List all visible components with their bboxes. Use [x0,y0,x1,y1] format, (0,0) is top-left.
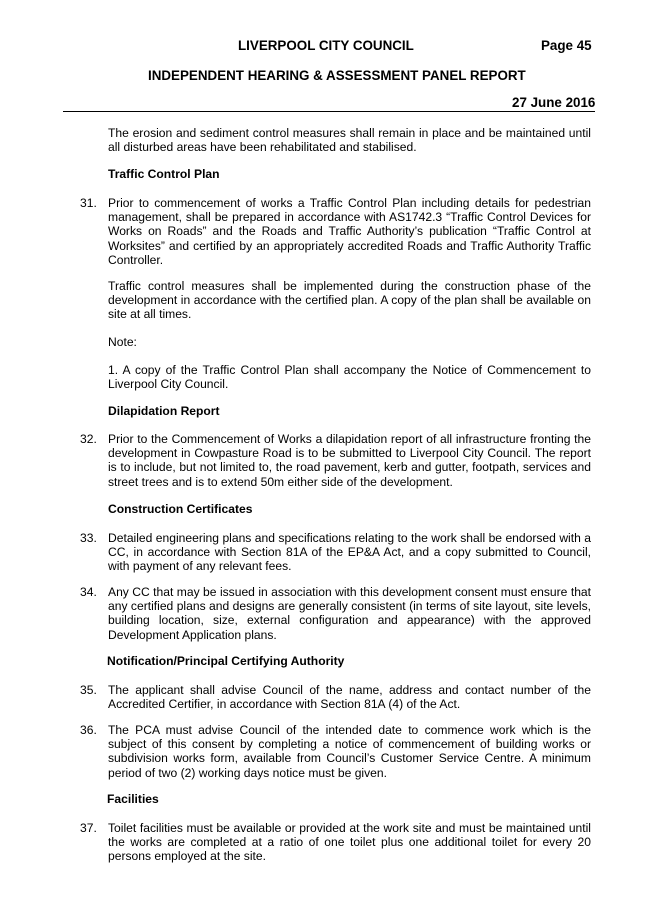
header-divider [63,111,595,112]
condition-number: 37. [80,821,97,835]
section-heading-facilities: Facilities [107,792,159,806]
condition-31-text: Prior to commencement of works a Traffic Control Plan including details for pedestrian management, shall be prepared in accordance with AS1742.3 “Traffic Control Devices for Works on Roads” and the Roads and Traffic Authority’s publication “Traffic Control at Worksites” and certified by an appropriately accredited Roads and Traffic Authority Traffic Controller. [108,196,591,267]
report-title: INDEPENDENT HEARING & ASSESSMENT PANEL REPORT [148,68,526,83]
condition-number: 36. [80,723,97,737]
condition-37-text: Toilet facilities must be available or provided at the work site and must be maintained until the works are completed at a ratio of one toilet plus one additional toilet for every 20 persons employed at the site. [108,821,591,864]
condition-number: 32. [80,432,97,446]
section-heading-traffic: Traffic Control Plan [108,167,220,181]
organization-name: LIVERPOOL CITY COUNCIL [238,38,414,53]
note-item: 1. A copy of the Traffic Control Plan shall accompany the Notice of Commencement to Liverpool City Council. [108,363,591,392]
page-number: Page 45 [541,38,592,53]
report-date: 27 June 2016 [512,95,596,110]
condition-number: 34. [80,585,97,599]
condition-number: 33. [80,531,97,545]
section-heading-construction: Construction Certificates [108,502,253,516]
intro-paragraph: The erosion and sediment control measures shall remain in place and be maintained until all disturbed areas have been rehabilitated and stabilised. [108,126,591,155]
section-heading-dilapidation: Dilapidation Report [108,404,220,418]
condition-32-text: Prior to the Commencement of Works a dilapidation report of all infrastructure fronting the development in Cowpasture Road is to be submitted to Liverpool City Council. The report is to include, but not limited to, the road pavement, kerb and gutter, footpath, services and street trees and is to extend 50m either side of the development. [108,432,591,489]
condition-33-text: Detailed engineering plans and specifications relating to the work shall be endorsed with a CC, in accordance with Section 81A of the EP&A Act, and a copy submitted to Council, with payment of any relevant fees. [108,531,591,574]
condition-34-text: Any CC that may be issued in association with this development consent must ensure that any certified plans and designs are generally consistent (in terms of site layout, site levels, building location, size, external configuration and appearance) with the approved Development Application plans. [108,585,591,642]
section-heading-notification: Notification/Principal Certifying Authority [107,654,345,668]
condition-35-text: The applicant shall advise Council of the name, address and contact number of the Accredited Certifier, in accordance with Section 81A (4) of the Act. [108,683,591,712]
condition-number: 31. [80,196,97,210]
condition-31-text-2: Traffic control measures shall be implemented during the construction phase of the development in accordance with the certified plan. A copy of the plan shall be available on site at all times. [108,279,591,322]
condition-36-text: The PCA must advise Council of the intended date to commence work which is the subject of this consent by completing a notice of commencement of building works or subdivision works form, available from Council’s Customer Service Centre. A minimum period of two (2) working days notice must be given. [108,723,591,780]
condition-number: 35. [80,683,97,697]
note-label: Note: [108,335,137,349]
